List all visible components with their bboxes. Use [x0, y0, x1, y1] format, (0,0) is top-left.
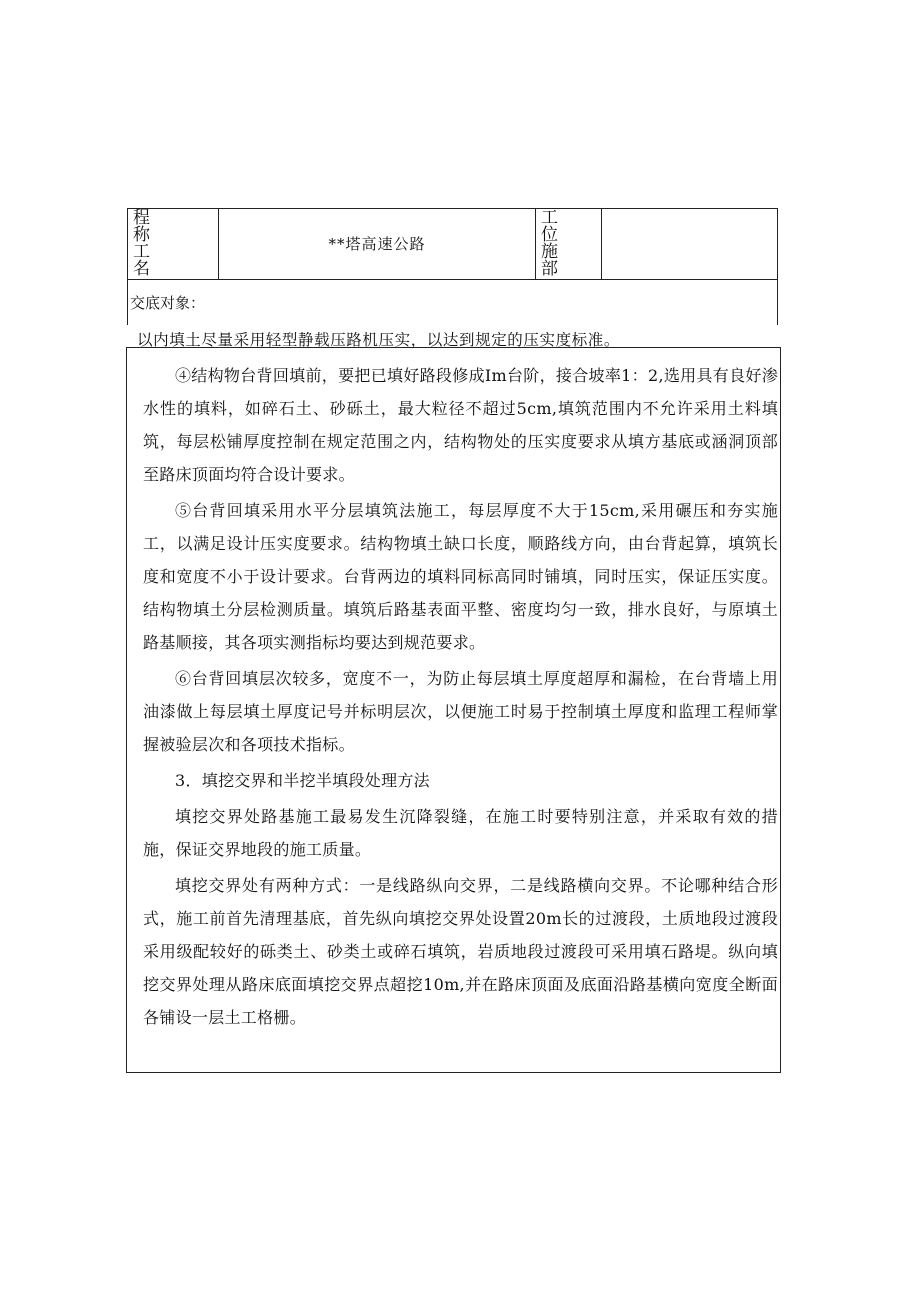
unit-value-cell — [602, 209, 777, 279]
project-label: 程称工名 — [133, 208, 150, 279]
section-heading: 3．填挖交界和半挖半填段处理方法 — [175, 771, 430, 790]
paragraph-6: ⑥台背回填层次较多，宽度不一，为防止每层填土厚度超厚和漏检，在台背墙上用油漆做上每层填土厚度记号并标明层次，以便施工时易于控制填土厚度和监理工程师掌握被验层次和各项技术指标。 — [143, 669, 778, 754]
handover-target-label: 交底对象： — [130, 294, 206, 312]
paragraph-4: ④结构物台背回填前，要把已填好路段修成Im台阶，接合坡率1：2,选用具有良好渗水性的填料，如碎石土、砂砾土，最大粒径不超过5cm,填筑范围内不允许采用土料填筑，每层松铺厚度控制在规定范围之内，结构物处的压实度要求从填方基底或涵洞顶部至路床顶面均符合设计要求。 — [143, 366, 778, 484]
project-name: **塔高速公路 — [328, 235, 426, 253]
project-label-cell — [128, 209, 219, 279]
right-border-line — [777, 280, 778, 325]
project-name-cell — [219, 209, 536, 279]
content-box — [126, 347, 781, 1073]
paragraph-transition-1: 填挖交界处路基施工最易发生沉降裂缝，在施工时要特别注意，并采取有效的措施，保证交界地段的施工质量。 — [143, 807, 778, 859]
carryover-text: 以内填土尽量采用轻型静载压路机压实，以达到规定的压实度标准。 — [137, 331, 621, 349]
unit-label: 工位施部 — [541, 208, 558, 279]
header-table — [127, 208, 778, 280]
unit-label-cell — [536, 209, 602, 279]
paragraph-transition-2: 填挖交界处有两种方式：一是线路纵向交界，二是线路横向交界。不论哪种结合形式，施工前首先清理基底，首先纵向填挖交界处设置20m长的过渡段，土质地段过渡段采用级配较好的砾类土、砂类土或碎石填筑，岩质地段过渡段可采用填石路堤。纵向填挖交界处理从路床底面填挖交界点超挖10m,并在路床顶面及底面沿路基横向宽度全断面各铺设一层土工格栅。 — [143, 876, 778, 1027]
paragraph-5: ⑤台背回填采用水平分层填筑法施工，每层厚度不大于15cm,采用碾压和夯实施工，以满足设计压实度要求。结构物填土缺口长度，顺路线方向，由台背起算，填筑长度和宽度不小于设计要求。台背两边的填料同标高同时铺填，同时压实，保证压实度。结构物填土分层检测质量。填筑后路基表面平整、密度均匀一致，排水良好，与原填土路基顺接，其各项实测指标均要达到规范要求。 — [143, 501, 778, 652]
left-border-line — [127, 280, 128, 325]
